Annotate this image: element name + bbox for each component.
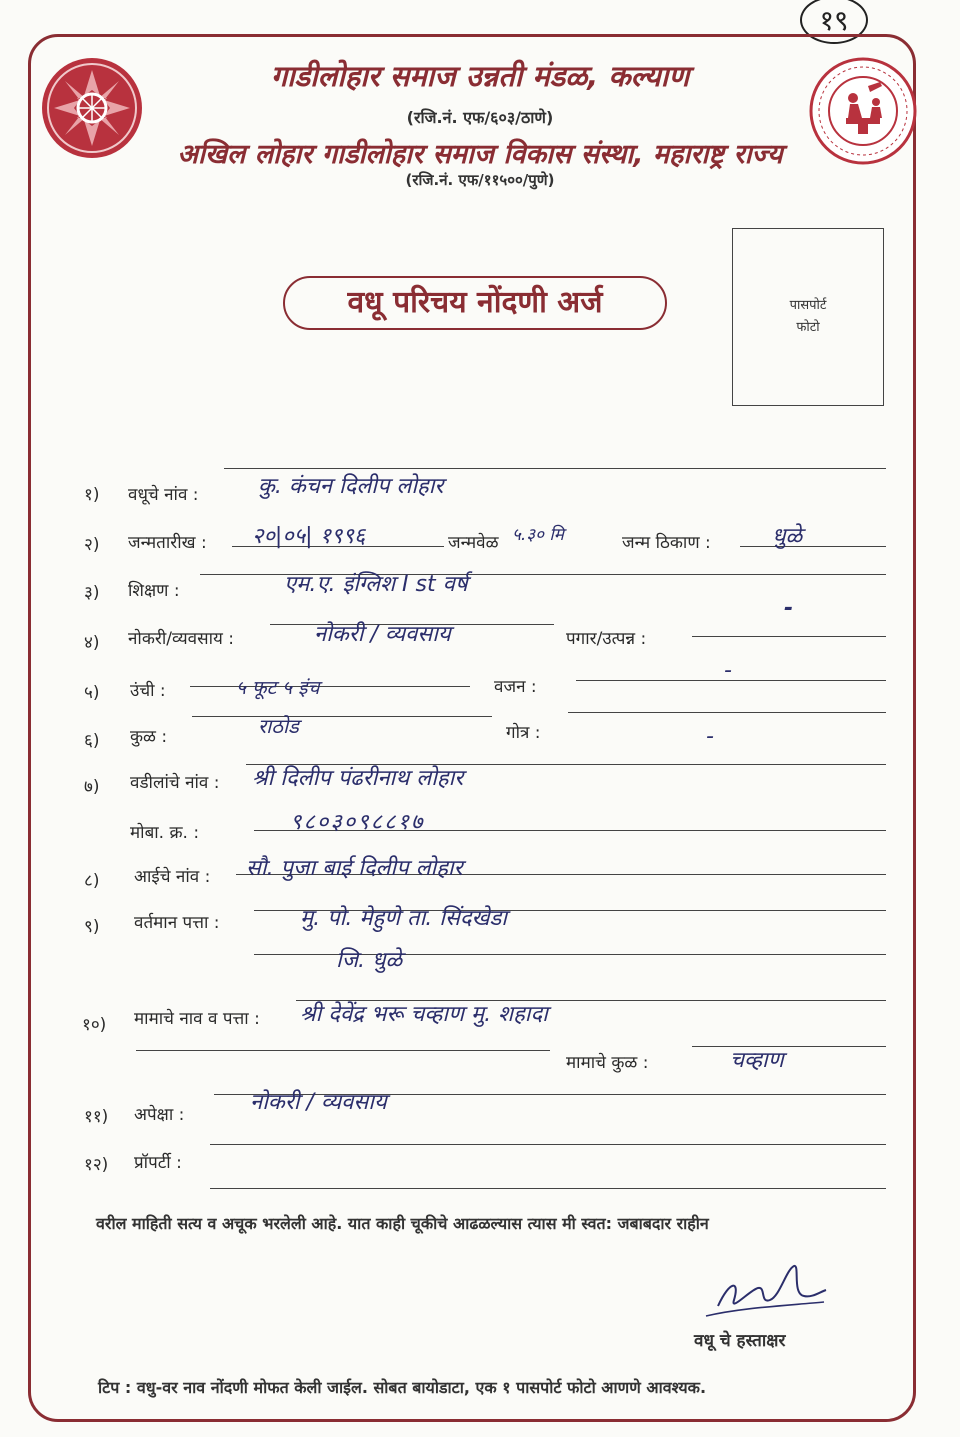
uncle-clan-line xyxy=(692,1046,886,1047)
field-number: ८) xyxy=(84,871,100,891)
father-name-value[interactable]: श्री दिलीप पंढरीनाथ लोहार xyxy=(252,766,464,791)
field-number: ५) xyxy=(84,683,100,703)
weight-label: वजन : xyxy=(494,677,537,697)
org-title-primary: गाडीलोहार समाज उन्नती मंडळ, कल्याण xyxy=(270,59,690,93)
birthdate-value[interactable]: २०|०५| १९९६ xyxy=(252,524,366,549)
declaration-text: वरील माहिती सत्य व अचूक भरलेली आहे. यात काही चूकीचे आढळल्यास त्यास मी स्वत: जबाबदार राहीन xyxy=(96,1214,709,1233)
field-number: १२) xyxy=(84,1155,109,1175)
mobile-value[interactable]: ९८०३०९८८१७ xyxy=(290,810,425,835)
field-number: १०) xyxy=(82,1015,107,1035)
clan-label: कुळ : xyxy=(130,727,168,747)
expectation-value[interactable]: नोकरी / व्यवसाय xyxy=(250,1090,387,1115)
photo-box-label-1: पासपोर्ट xyxy=(789,298,827,313)
page-number: १९ xyxy=(800,0,868,44)
gotra-label: गोत्र : xyxy=(506,723,541,743)
expectation-label: अपेक्षा : xyxy=(134,1105,185,1125)
org-title-secondary: अखिल लोहार गाडीलोहार समाज विकास संस्था, महाराष्ट्र राज्य xyxy=(177,139,783,170)
uncle-address-line xyxy=(136,1050,550,1051)
clan-line xyxy=(192,716,492,717)
height-line xyxy=(190,686,470,687)
gotra-line xyxy=(568,712,886,713)
height-value[interactable]: ५ फूट ५ इंच xyxy=(236,677,320,699)
field-number: ७) xyxy=(84,777,100,797)
father-name-label: वडीलांचे नांव : xyxy=(130,773,220,793)
property-line-2 xyxy=(210,1188,886,1189)
occupation-value[interactable]: नोकरी / व्यवसाय xyxy=(314,622,451,647)
org-registration-primary: (रजि.नं. एफ/६०३/ठाणे) xyxy=(406,108,554,127)
height-label: उंची : xyxy=(130,681,166,701)
bride-name-line xyxy=(224,468,886,469)
uncle-clan-value[interactable]: चव्हाण xyxy=(730,1048,784,1073)
field-number: ६) xyxy=(84,731,100,751)
birth-time-value[interactable]: ५.३० मि xyxy=(512,525,564,545)
bride-signature-label: वधू चे हस्ताक्षर xyxy=(694,1331,786,1351)
clan-value[interactable]: राठोड xyxy=(258,714,299,738)
property-label: प्रॉपर्टी : xyxy=(134,1153,182,1173)
uncle-clan-label: मामाचे कुळ : xyxy=(566,1053,649,1073)
form-title: वधू परिचय नोंदणी अर्ज xyxy=(283,276,667,330)
signature-mark xyxy=(700,1260,830,1326)
occupation-label: नोकरी/व्यवसाय : xyxy=(128,629,234,649)
birth-time-label: जन्मवेळ xyxy=(448,533,499,553)
mother-name-value[interactable]: सौ. पुजा बाई दिलीप लोहार xyxy=(246,856,463,881)
property-line-1 xyxy=(210,1144,886,1145)
photo-box-label-2: फोटो xyxy=(796,320,820,335)
birthplace-value[interactable]: धुळे xyxy=(772,524,803,549)
field-number: २) xyxy=(84,535,100,555)
mother-name-label: आईचे नांव : xyxy=(134,867,211,887)
mobile-label: मोबा. क्र. : xyxy=(130,823,200,843)
education-value[interactable]: एम.ए. इंग्लिश I st वर्ष xyxy=(284,572,468,597)
address-label: वर्तमान पत्ता : xyxy=(134,913,220,933)
bride-name-label: वधूचे नांव : xyxy=(128,485,199,505)
field-number: ९) xyxy=(84,917,100,937)
field-number: ११) xyxy=(84,1107,109,1127)
bride-name-value[interactable]: कु. कंचन दिलीप लोहार xyxy=(258,474,444,499)
birthplace-label: जन्म ठिकाण : xyxy=(622,533,711,553)
uncle-name-label: मामाचे नाव व पत्ता : xyxy=(134,1009,260,1029)
weight-value[interactable]: - xyxy=(724,658,732,683)
salary-label: पगार/उत्पन्न : xyxy=(566,629,647,649)
address-value-2[interactable]: जि. धुळे xyxy=(336,948,403,973)
salary-value[interactable]: - xyxy=(784,596,794,621)
field-number: १) xyxy=(84,485,100,505)
uncle-name-value[interactable]: श्री देवेंद्र भरू चव्हाण मु. शहादा xyxy=(300,1002,548,1027)
footer-note: टिप : वधु-वर नाव नोंदणी मोफत केली जाईल. सोबत बायोडाटा, एक १ पासपोर्ट फोटो आणणे आवश्यक. xyxy=(98,1378,707,1397)
salary-line xyxy=(692,636,886,637)
field-number: ४) xyxy=(84,633,100,653)
address-value-1[interactable]: मु. पो. मेहुणे ता. सिंदखेडा xyxy=(300,906,508,931)
birthdate-label: जन्मतारीख : xyxy=(128,533,207,553)
passport-photo-box[interactable] xyxy=(732,228,884,406)
org-registration-secondary: (रजि.नं. एफ/११५००/पुणे) xyxy=(405,171,555,189)
field-number: ३) xyxy=(84,583,100,603)
education-label: शिक्षण : xyxy=(128,581,180,601)
birthplace-line xyxy=(740,546,886,547)
gotra-value[interactable]: - xyxy=(706,724,714,749)
